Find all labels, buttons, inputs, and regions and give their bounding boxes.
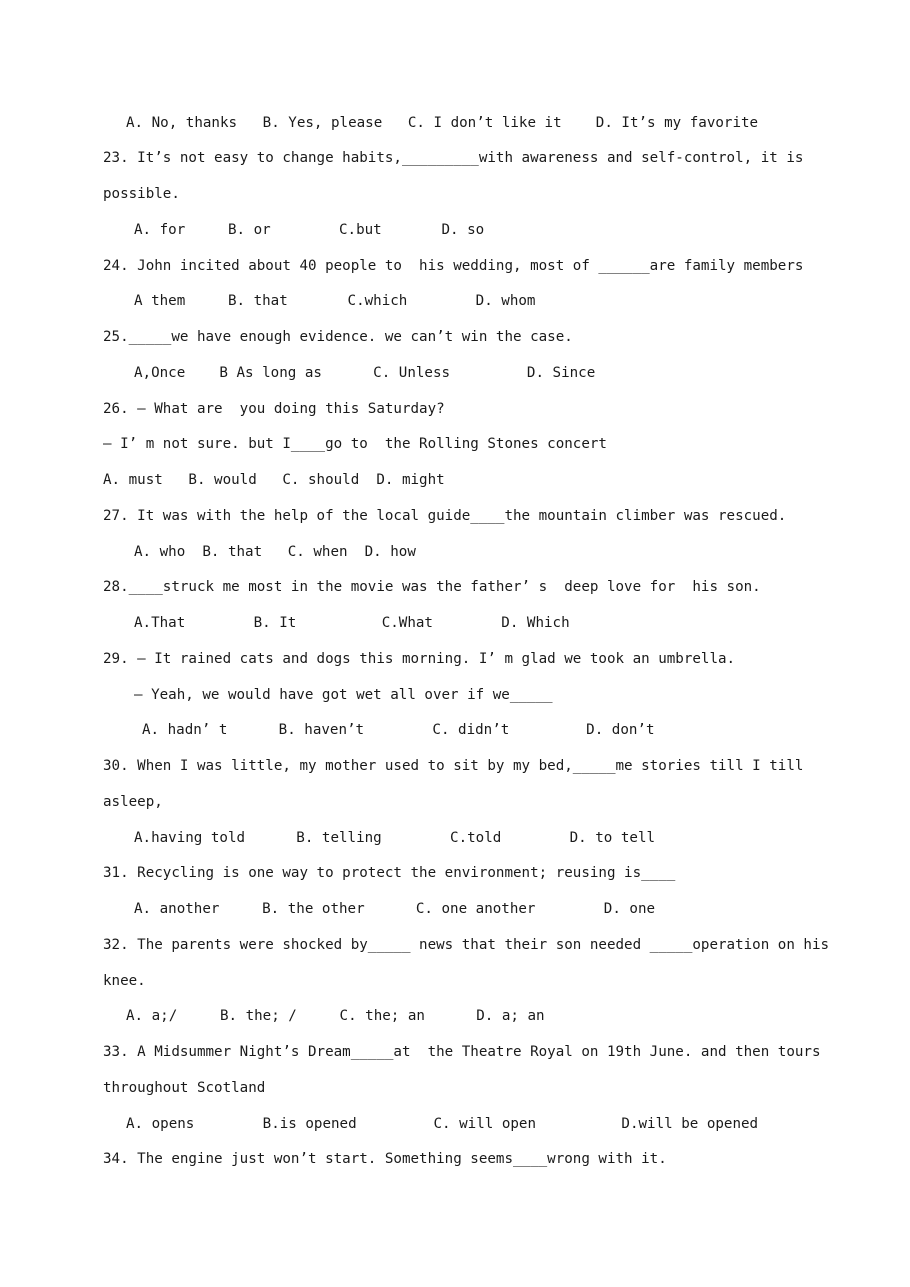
q24-options: A them B. that C.which D. whom: [134, 293, 536, 309]
q34-stem: 34. The engine just won’t start. Something seems____wrong with it.: [103, 1151, 667, 1167]
q24-stem: 24. John incited about 40 people to his wedding, most of ______are family members: [103, 258, 804, 274]
q31-options: A. another B. the other C. one another D. one: [134, 901, 656, 917]
q33-stem-cont: throughout Scotland: [103, 1080, 266, 1096]
q30-options: A.having told B. telling C.told D. to tell: [134, 830, 656, 846]
q25-stem: 25._____we have enough evidence. we can’t win the case.: [103, 329, 573, 345]
q23-stem: 23. It’s not easy to change habits,_________with awareness and self-control, it is: [103, 150, 804, 166]
q27-stem: 27. It was with the help of the local guide____the mountain climber was rescued.: [103, 508, 787, 524]
q30-stem-cont: asleep,: [103, 794, 163, 810]
q23-options: A. for B. or C.but D. so: [134, 222, 485, 238]
q29-stem-cont: – Yeah, we would have got wet all over if we_____: [134, 687, 553, 703]
q23-stem-cont: possible.: [103, 186, 180, 202]
q22-options: A. No, thanks B. Yes, please C. I don’t like it D. It’s my favorite: [126, 115, 759, 131]
q25-options: A,Once B As long as C. Unless D. Since: [134, 365, 596, 381]
q33-stem: 33. A Midsummer Night’s Dream_____at the Theatre Royal on 19th June. and then tours: [103, 1044, 821, 1060]
q33-options: A. opens B.is opened C. will open D.will be opened: [126, 1116, 759, 1132]
q28-options: A.That B. It C.What D. Which: [134, 615, 570, 631]
q28-stem: 28.____struck me most in the movie was the father’ s deep love for his son.: [103, 579, 761, 595]
q32-options: A. a;/ B. the; / C. the; an D. a; an: [126, 1008, 545, 1024]
q32-stem: 32. The parents were shocked by_____ news that their son needed _____operation on his: [103, 937, 830, 953]
q30-stem: 30. When I was little, my mother used to sit by my bed,_____me stories till I till: [103, 758, 804, 774]
q29-stem: 29. – It rained cats and dogs this morning. I’ m glad we took an umbrella.: [103, 651, 736, 667]
q26-options: A. must B. would C. should D. might: [103, 472, 445, 488]
q32-stem-cont: knee.: [103, 973, 146, 989]
q26-stem-cont: – I’ m not sure. but I____go to the Rolling Stones concert: [103, 436, 607, 452]
q31-stem: 31. Recycling is one way to protect the environment; reusing is____: [103, 865, 676, 881]
q26-stem: 26. – What are you doing this Saturday?: [103, 401, 445, 417]
q29-options: A. hadn’ t B. haven’t C. didn’t D. don’t: [142, 722, 655, 738]
q27-options: A. who B. that C. when D. how: [134, 544, 416, 560]
